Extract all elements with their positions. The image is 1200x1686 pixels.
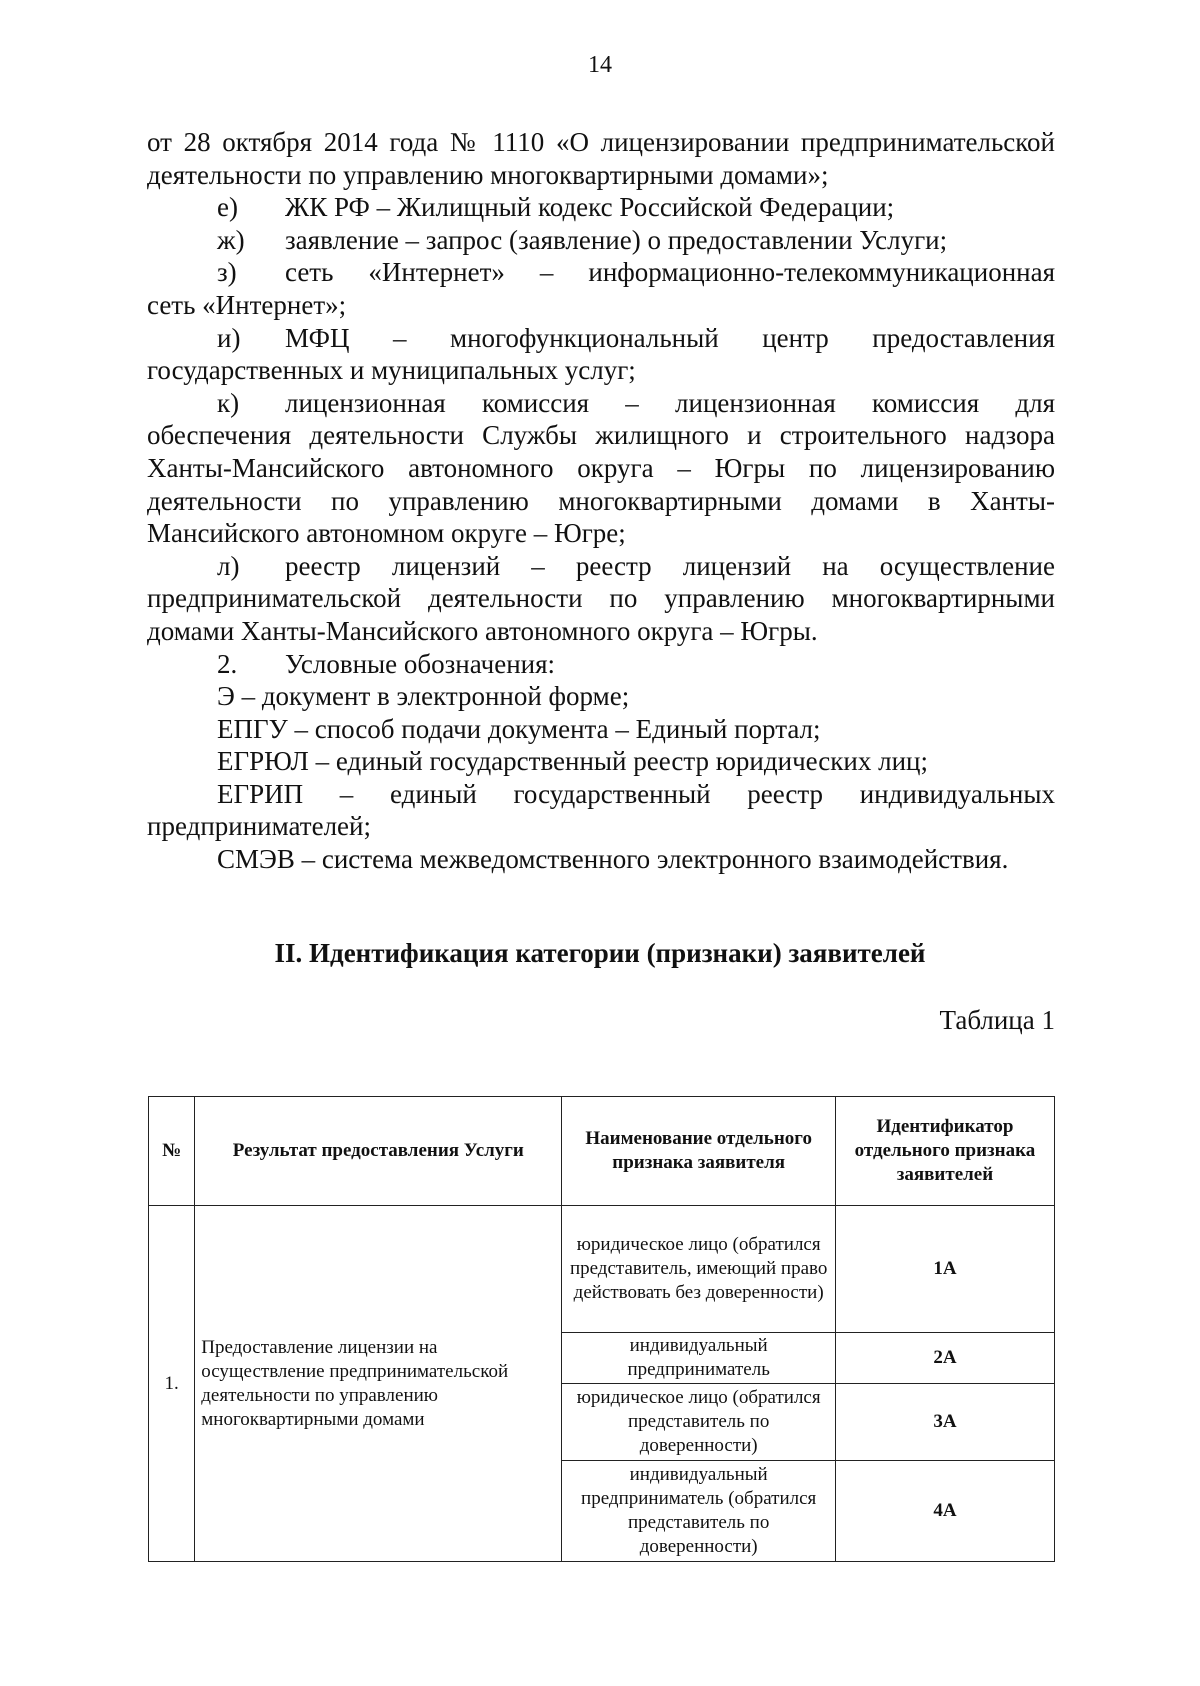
item-marker: з) <box>217 257 237 288</box>
attribute-name: юридическое лицо (обратился представитель по доверенности) <box>562 1384 836 1461</box>
section-title: II. Идентификация категории (признаки) заявителей <box>274 938 926 968</box>
list-item-z-cont: сеть «Интернет»; <box>147 289 347 320</box>
body-text <box>147 126 1055 876</box>
page-number: 14 <box>588 52 612 78</box>
attribute-name: индивидуальный предприниматель <box>562 1333 836 1384</box>
legend-e: Э – документ в электронной форме; <box>217 681 630 712</box>
item-text: лицензионная комиссия – лицензионная комиссия для <box>285 387 1055 418</box>
table-header-row <box>149 1097 1055 1206</box>
legend-egrip: ЕГРИП – единый государственный реестр индивидуальных <box>217 778 1055 809</box>
header-no: № <box>149 1097 195 1206</box>
header-id: Идентификатор отдельного признака заявителей <box>835 1097 1054 1206</box>
attribute-id: 4А <box>835 1461 1054 1562</box>
result-cell: Предоставление лицензии на осуществление предпринимательской деятельности по управлению многоквартирными домами <box>195 1206 562 1562</box>
header-result: Результат предоставления Услуги <box>195 1097 562 1206</box>
intro-line-2: деятельности по управлению многоквартирными домами»; <box>147 159 829 190</box>
list-item-k <box>147 387 1055 420</box>
item-text: сеть «Интернет» – информационно-телекоммуникационная <box>285 257 1055 288</box>
legend-title: Условные обозначения: <box>285 648 556 679</box>
legend-smev: СМЭВ – система межведомственного электронного взаимодействия. <box>217 844 1009 875</box>
item-text: заявление – запрос (заявление) о предоставлении Услуги; <box>285 224 948 255</box>
list-item-l <box>147 550 1055 583</box>
list-item-i-cont: государственных и муниципальных услуг; <box>147 355 636 386</box>
intro-line-1: от 28 октября 2014 года № 1110 «О лицензировании предпринимательской <box>147 127 1055 157</box>
list-item-e <box>147 191 1055 224</box>
table-caption: Таблица 1 <box>939 1005 1055 1035</box>
legend-heading <box>147 648 1055 681</box>
table-row <box>149 1206 1055 1333</box>
list-item-l-cont: предпринимательской деятельности по управлению многоквартирными домами Ханты-Мансийского автономного округа – Югры. <box>147 583 1055 646</box>
list-item-zh <box>147 224 1055 257</box>
item-marker: л) <box>217 550 240 581</box>
attribute-name: индивидуальный предприниматель (обратился представитель по доверенности) <box>562 1461 836 1562</box>
item-text: реестр лицензий – реестр лицензий на осуществление <box>285 550 1055 581</box>
attribute-id: 2А <box>835 1333 1054 1384</box>
list-item-z <box>147 256 1055 289</box>
attribute-id: 3А <box>835 1384 1054 1461</box>
legend-marker: 2. <box>217 648 238 679</box>
legend-epgu: ЕПГУ – способ подачи документа – Единый портал; <box>217 713 821 744</box>
attribute-name: юридическое лицо (обратился представитель, имеющий право действовать без доверенности) <box>562 1206 836 1333</box>
item-marker: и) <box>217 322 241 353</box>
legend-egrul: ЕГРЮЛ – единый государственный реестр юридических лиц; <box>217 746 928 777</box>
item-marker: к) <box>217 387 240 418</box>
applicant-categories-table <box>148 1096 1055 1562</box>
list-item-i <box>147 322 1055 355</box>
item-text: ЖК РФ – Жилищный кодекс Российской Федерации; <box>285 192 895 223</box>
attribute-id: 1А <box>835 1206 1054 1333</box>
row-number: 1. <box>149 1206 195 1562</box>
header-name: Наименование отдельного признака заявителя <box>562 1097 836 1206</box>
legend-egrip-cont: предпринимателей; <box>147 811 371 842</box>
item-marker: ж) <box>217 224 245 255</box>
item-marker: е) <box>217 192 238 223</box>
list-item-k-cont: обеспечения деятельности Службы жилищного и строительного надзора Ханты-Мансийского автономного округа – Югры по лицензированию деятельности по управлению многоквартирными домами в Ханты-Мансийского автономном округе – Югре; <box>147 420 1055 549</box>
item-text: МФЦ – многофункциональный центр предоставления <box>285 322 1055 353</box>
